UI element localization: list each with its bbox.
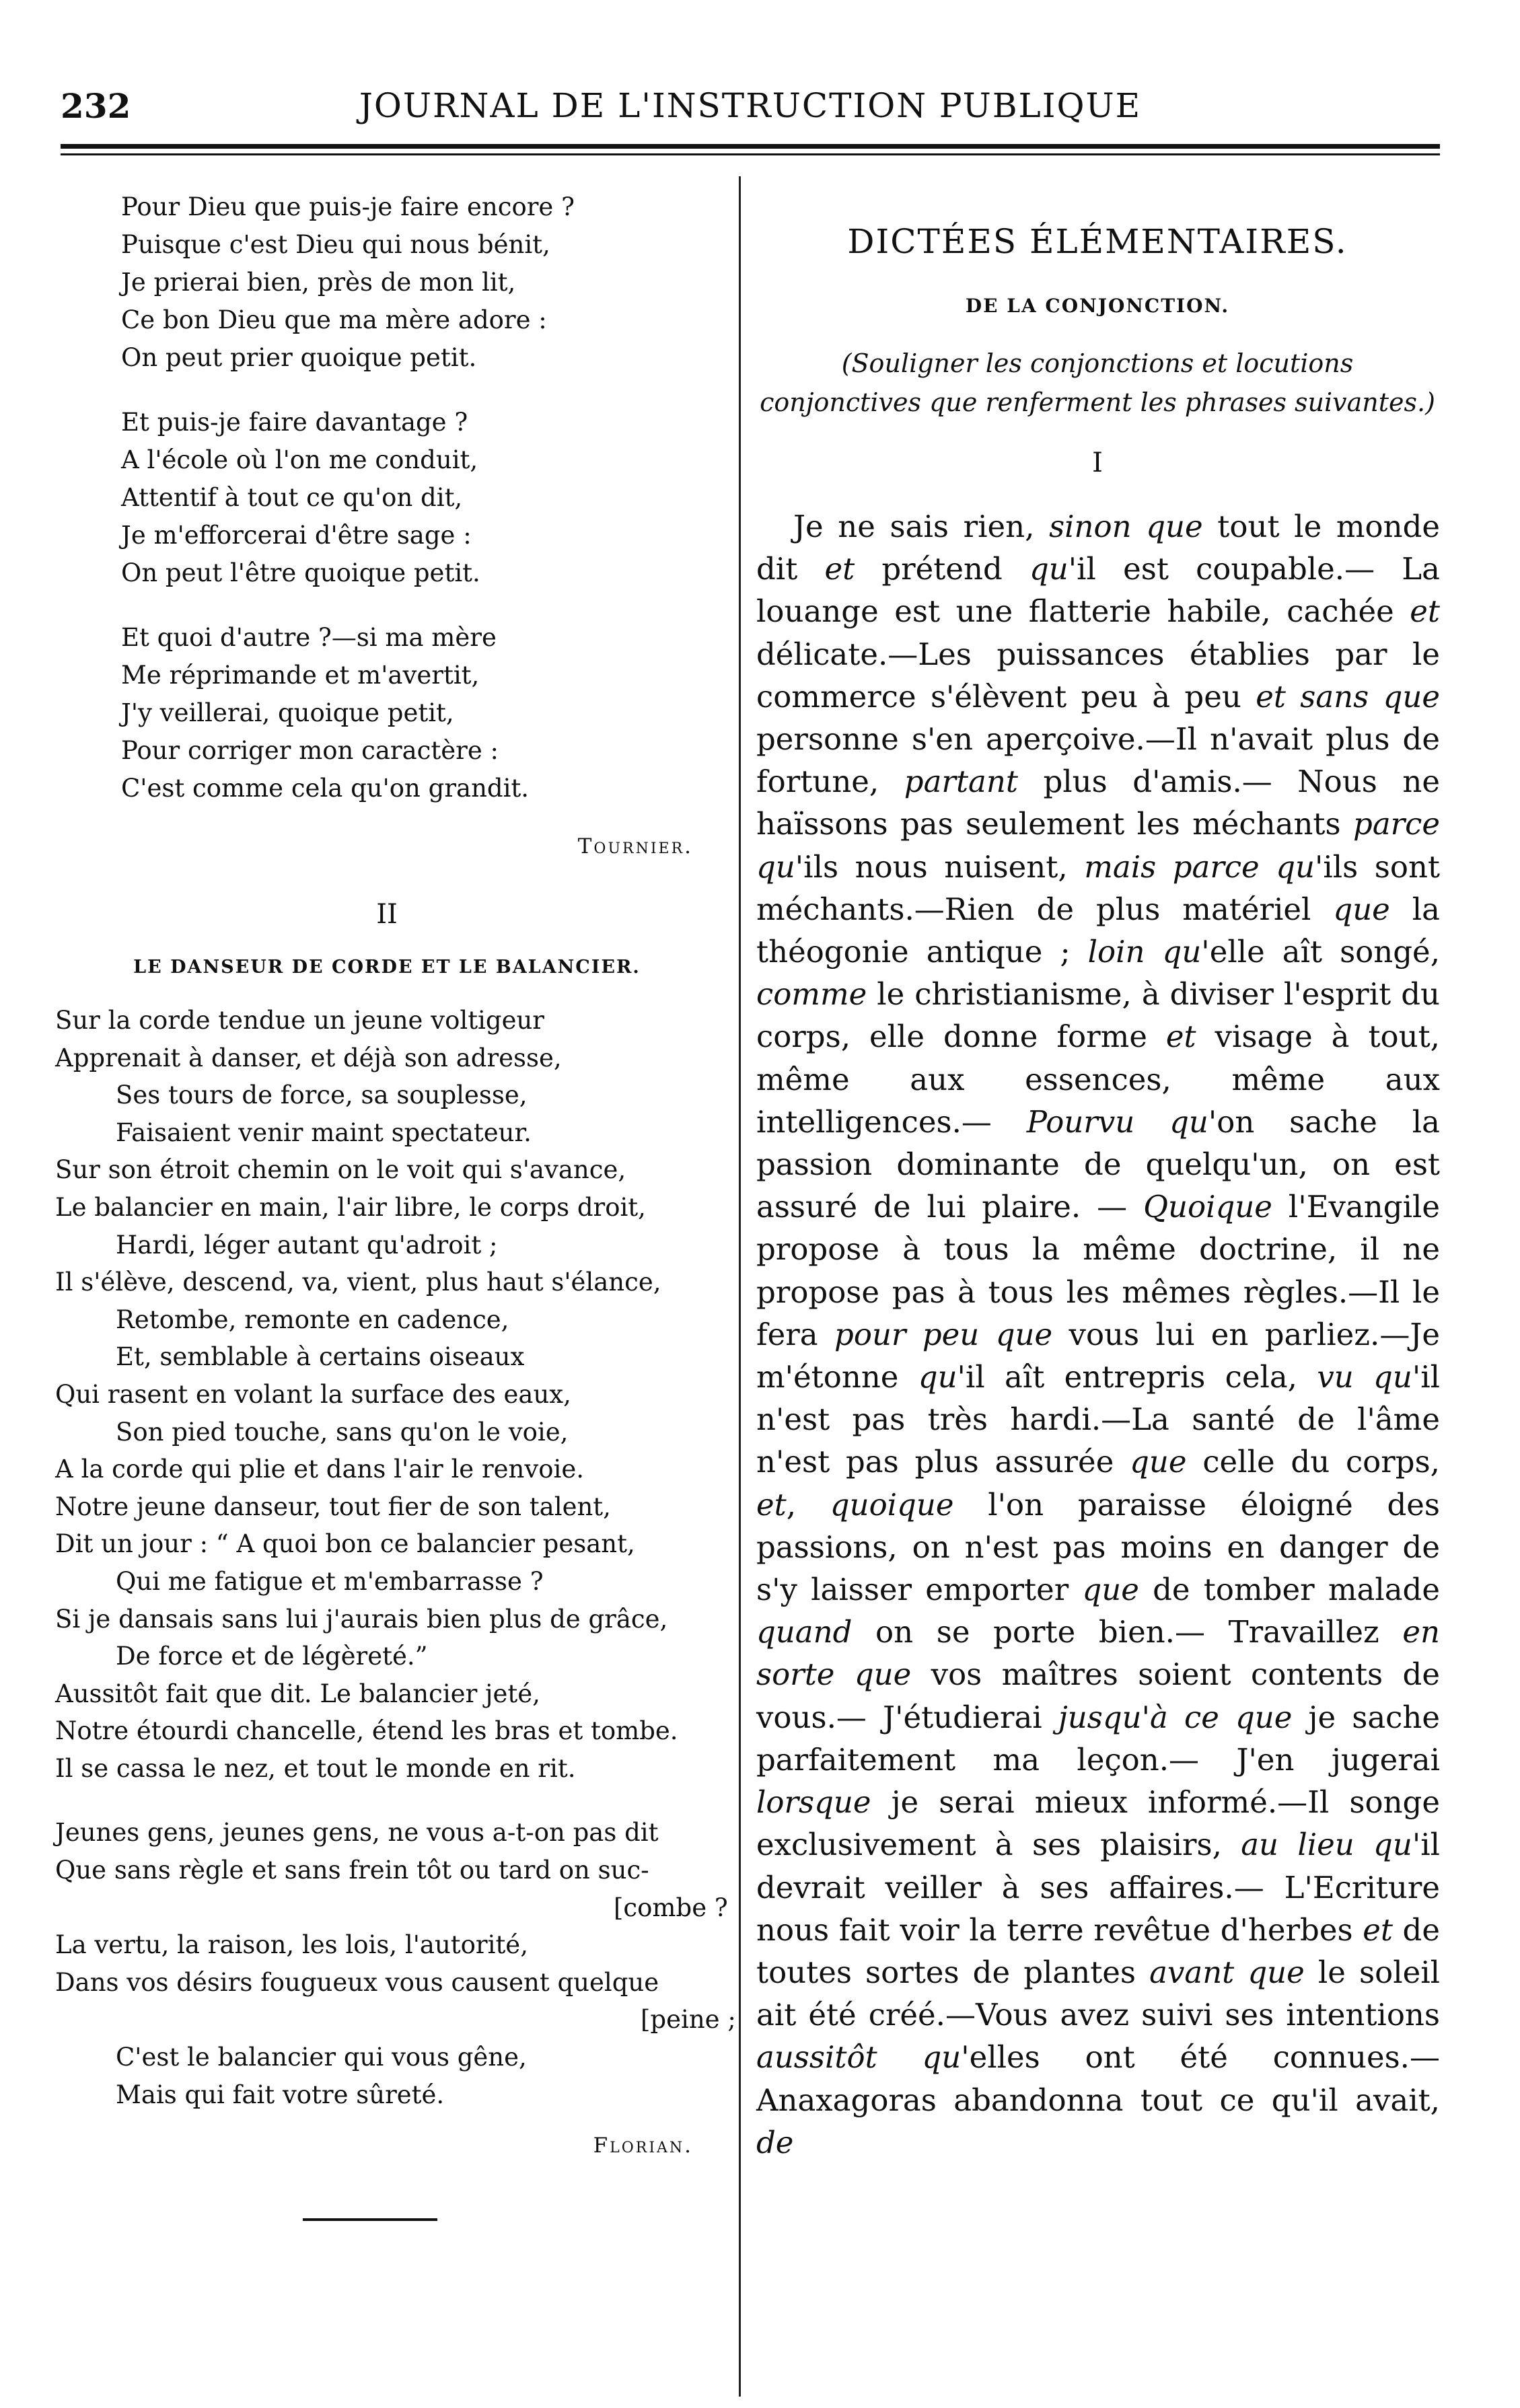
verse-line: Et quoi d'autre ?—si ma mère [121, 623, 497, 652]
verse-line: Que sans règle et sans frein tôt ou tard on suc- [55, 1856, 649, 1885]
verse-line: De force et de légèreté.” [116, 1642, 428, 1671]
verse-line: Notre étourdi chancelle, étend les bras et tombe. [55, 1716, 678, 1746]
body-text: de toutes sortes de plantes [756, 1911, 1440, 1990]
verse-line: Faisaient venir maint spectateur. [116, 1118, 532, 1147]
verse-line: Il s'élève, descend, va, vient, plus haut s'élance, [55, 1268, 661, 1297]
verse-line: A la corde qui plie et dans l'air le renvoie. [55, 1455, 585, 1484]
body-text: je sache parfaitement ma leçon.— J'en jugerai [756, 1699, 1440, 1778]
conjunction-italic: et [1363, 1911, 1393, 1948]
body-text: il aît entrepris cela, [965, 1359, 1317, 1395]
verse-line: Sur son étroit chemin on le voit qui s'avance, [55, 1155, 626, 1185]
verse-line: A l'école où l'on me conduit, [121, 445, 478, 474]
conjunction-italic: de [756, 2124, 794, 2160]
body-text: , [786, 1486, 830, 1523]
verse-line: Qui me fatigue et m'embarrasse ? [116, 1566, 544, 1596]
conjunction-italic: quoique [830, 1486, 954, 1523]
verse-line: Et puis-je faire davantage ? [121, 408, 468, 437]
conjunction-italic: mais parce qu' [1084, 848, 1324, 885]
verse-line: Notre jeune danseur, tout fier de son talent, [55, 1492, 611, 1521]
verse-line: Dit un jour : “ A quoi bon ce balancier pesant, [55, 1529, 635, 1559]
conjunction-italic: comme [756, 976, 867, 1013]
stanza [121, 188, 720, 377]
body-text: Je ne sais rien, [793, 509, 1050, 544]
conjunction-italic: que [1333, 891, 1390, 927]
body-text: le christianisme, à diviser l'esprit du corps, elle donne forme [756, 976, 1440, 1055]
verse-line: Apprenait à danser, et déjà son adresse, [55, 1043, 562, 1072]
conjunction-italic: et [1165, 1019, 1196, 1055]
dictation-instruction: (Souligner les conjonctions et locutions conjonctives que renferment les phrases suivantes.) [760, 349, 1435, 417]
conjunction-italic: et [824, 551, 855, 587]
verse-line: On peut prier quoique petit. [121, 343, 477, 372]
conjunction-italic: au lieu qu' [1241, 1827, 1421, 1863]
verse-line: Jeunes gens, jeunes gens, ne vous a-t-on pas dit [55, 1818, 659, 1848]
body-text: l'on paraisse éloigné des passions, on n'est pas moins en danger de s'y laisser emporter [756, 1486, 1440, 1608]
section-number-ii: II [376, 899, 398, 930]
dictation-section-number: I [1092, 447, 1103, 478]
verse-line: Sur la corde tendue un jeune voltigeur [55, 1006, 544, 1035]
body-text: on se porte bien.— Travaillez [852, 1614, 1403, 1650]
verse-line: Son pied touche, sans qu'on le voie, [116, 1417, 569, 1447]
left-column [54, 188, 736, 2221]
conjunction-italic: qu' [918, 1359, 966, 1395]
conjunction-italic: et [756, 1486, 787, 1523]
conjunction-italic: avant que [1149, 1954, 1305, 1990]
body-text: délicate.—Les puissances établies par le commerce s'élèvent peu à peu [756, 636, 1440, 715]
body-text: le soleil ait été créé.—Vous avez suivi ses intentions [756, 1954, 1441, 2033]
conjunction-italic: vu qu' [1317, 1359, 1421, 1395]
dictation-body [756, 505, 1440, 2164]
verse-line: Si je dansais sans lui j'aurais bien plus de grâce, [55, 1604, 668, 1634]
conjunction-italic: sinon que [1049, 509, 1203, 544]
dictation-title: DICTÉES ÉLÉMENTAIRES. [847, 222, 1348, 261]
conjunction-italic: Pourvu qu' [1026, 1103, 1217, 1140]
verse-line: Aussitôt fait que dit. Le balancier jeté, [55, 1679, 540, 1708]
body-text: l'Evangile propose à tous la même doctrine, il ne propose pas à tous les mêmes règles.—Il le fera [756, 1189, 1440, 1352]
verse-line: J'y veillerai, quoique petit, [121, 698, 454, 727]
body-text: prétend [855, 551, 1029, 587]
verse-line: Hardi, léger autant qu'adroit ; [116, 1230, 498, 1260]
body-text: ils sont méchants.—Rien de plus matériel [756, 848, 1441, 927]
body-text: tout le monde dit [756, 509, 1441, 587]
column-divider [739, 176, 741, 2397]
body-text: vos maîtres soient contents de vous.— J'étudierai [756, 1656, 1440, 1735]
verse-line: Je m'efforcerai d'être sage : [121, 521, 472, 550]
conjunction-italic: aussitôt qu' [756, 2039, 970, 2076]
conjunction-italic: et [1410, 593, 1440, 630]
body-text: visage à tout, même aux essences, même aux intelligences.— [756, 1019, 1440, 1140]
attribution-tournier: Tournier. [577, 834, 693, 859]
conjunction-italic: que [1082, 1572, 1139, 1608]
conjunction-italic: que [1130, 1444, 1187, 1480]
conjunction-italic: parce qu' [756, 806, 1440, 885]
end-rule [303, 2218, 437, 2221]
verse-line: Attentif à tout ce qu'on dit, [121, 483, 463, 512]
verse-line: Pour corriger mon caractère : [121, 736, 499, 765]
verse-line: [combe ? [614, 1893, 728, 1922]
attribution-florian: Florian. [593, 2133, 693, 2158]
poem-body [55, 1002, 736, 2113]
poem-title: LE DANSEUR DE CORDE ET LE BALANCIER. [133, 957, 641, 978]
conjunction-italic: en sorte que [756, 1614, 1440, 1693]
conjunction-italic: quand [756, 1614, 853, 1650]
stanza [121, 404, 720, 592]
verse-line: [peine ; [641, 2005, 736, 2035]
verse-line: Dans vos désirs fougueux vous causent quelque [55, 1967, 659, 1997]
page-header [61, 81, 1440, 135]
body-text: on sache la passion dominante de quelqu'un, on est assuré de lui plaire. — [756, 1103, 1440, 1225]
conjunction-italic: qu' [1029, 551, 1077, 587]
conjunction-italic: jusqu'à ce que [1058, 1699, 1293, 1735]
body-text: de tomber malade [1138, 1572, 1440, 1608]
conjunction-italic: partant [904, 764, 1018, 800]
running-title: JOURNAL DE L'INSTRUCTION PUBLIQUE [359, 86, 1142, 125]
body-text: il n'est pas très hardi.—La santé de l'âme n'est pas plus assurée [756, 1359, 1440, 1480]
body-text: ils nous nuisent, [803, 848, 1085, 885]
conjunction-italic: et sans que [1256, 678, 1440, 715]
verse-line: Il se cassa le nez, et tout le monde en rit. [55, 1753, 576, 1783]
header-rule-thin [61, 153, 1440, 155]
verse-line: Je prierai bien, près de mon lit, [121, 268, 516, 297]
verse-line: Pour Dieu que puis-je faire encore ? [121, 192, 575, 221]
stanza [121, 619, 720, 807]
page-number: 232 [61, 86, 131, 126]
stanza-gap [55, 1787, 720, 1814]
verse-line: Retombe, remonte en cadence, [116, 1305, 509, 1334]
dictation-subtitle: DE LA CONJONCTION. [965, 295, 1230, 317]
verse-line: La vertu, la raison, les lois, l'autorité, [55, 1930, 528, 1960]
body-text: il est coupable.— La louange est une flatterie habile, cachée [756, 551, 1440, 630]
conjunction-italic: lorsque [756, 1784, 871, 1821]
verse-line: Ses tours de force, sa souplesse, [116, 1081, 528, 1110]
verse-line: C'est comme cela qu'on grandit. [121, 774, 530, 803]
verse-line: Et, semblable à certains oiseaux [116, 1342, 525, 1372]
verse-line: Ce bon Dieu que ma mère adore : [121, 305, 547, 334]
body-text: je serai mieux informé.—Il songe exclusivement à ses plaisirs, [756, 1784, 1440, 1863]
verse-line: Le balancier en main, l'air libre, le corps droit, [55, 1192, 646, 1222]
body-text: la théogonie antique ; [756, 891, 1440, 970]
body-text: plus d'amis.— Nous ne haïssons pas seulement les méchants [756, 764, 1440, 842]
body-text: il devrait veiller à ses affaires.— L'Ecriture nous fait voir la terre revêtue d'herbes [756, 1827, 1440, 1948]
verse-line: Puisque c'est Dieu qui nous bénit, [121, 230, 550, 259]
conjunction-italic: Quoique [1143, 1189, 1272, 1225]
right-column [751, 202, 1444, 2164]
verse-line: Qui rasent en volant la surface des eaux, [55, 1379, 571, 1409]
verse-line: Me réprimande et m'avertit, [121, 661, 480, 690]
poem-stanzas [54, 188, 720, 807]
verse-line: C'est le balancier qui vous gêne, [116, 2043, 527, 2072]
conjunction-italic: loin qu' [1087, 934, 1210, 970]
body-text: elles ont été connues.—Anaxagoras abandonna tout ce qu'il avait, [756, 2039, 1440, 2118]
body-text: personne s'en aperçoive.—Il n'avait plus de fortune, [756, 721, 1440, 800]
verse-line: Mais qui fait votre sûreté. [116, 2080, 445, 2109]
header-rule-thick [61, 144, 1440, 149]
body-text: celle du corps, [1186, 1444, 1440, 1480]
body-text: elle aît songé, [1209, 934, 1440, 970]
verse-line: On peut l'être quoique petit. [121, 558, 480, 587]
body-text: vous lui en parliez.—Je m'étonne [756, 1316, 1440, 1395]
conjunction-italic: pour peu que [834, 1316, 1053, 1352]
